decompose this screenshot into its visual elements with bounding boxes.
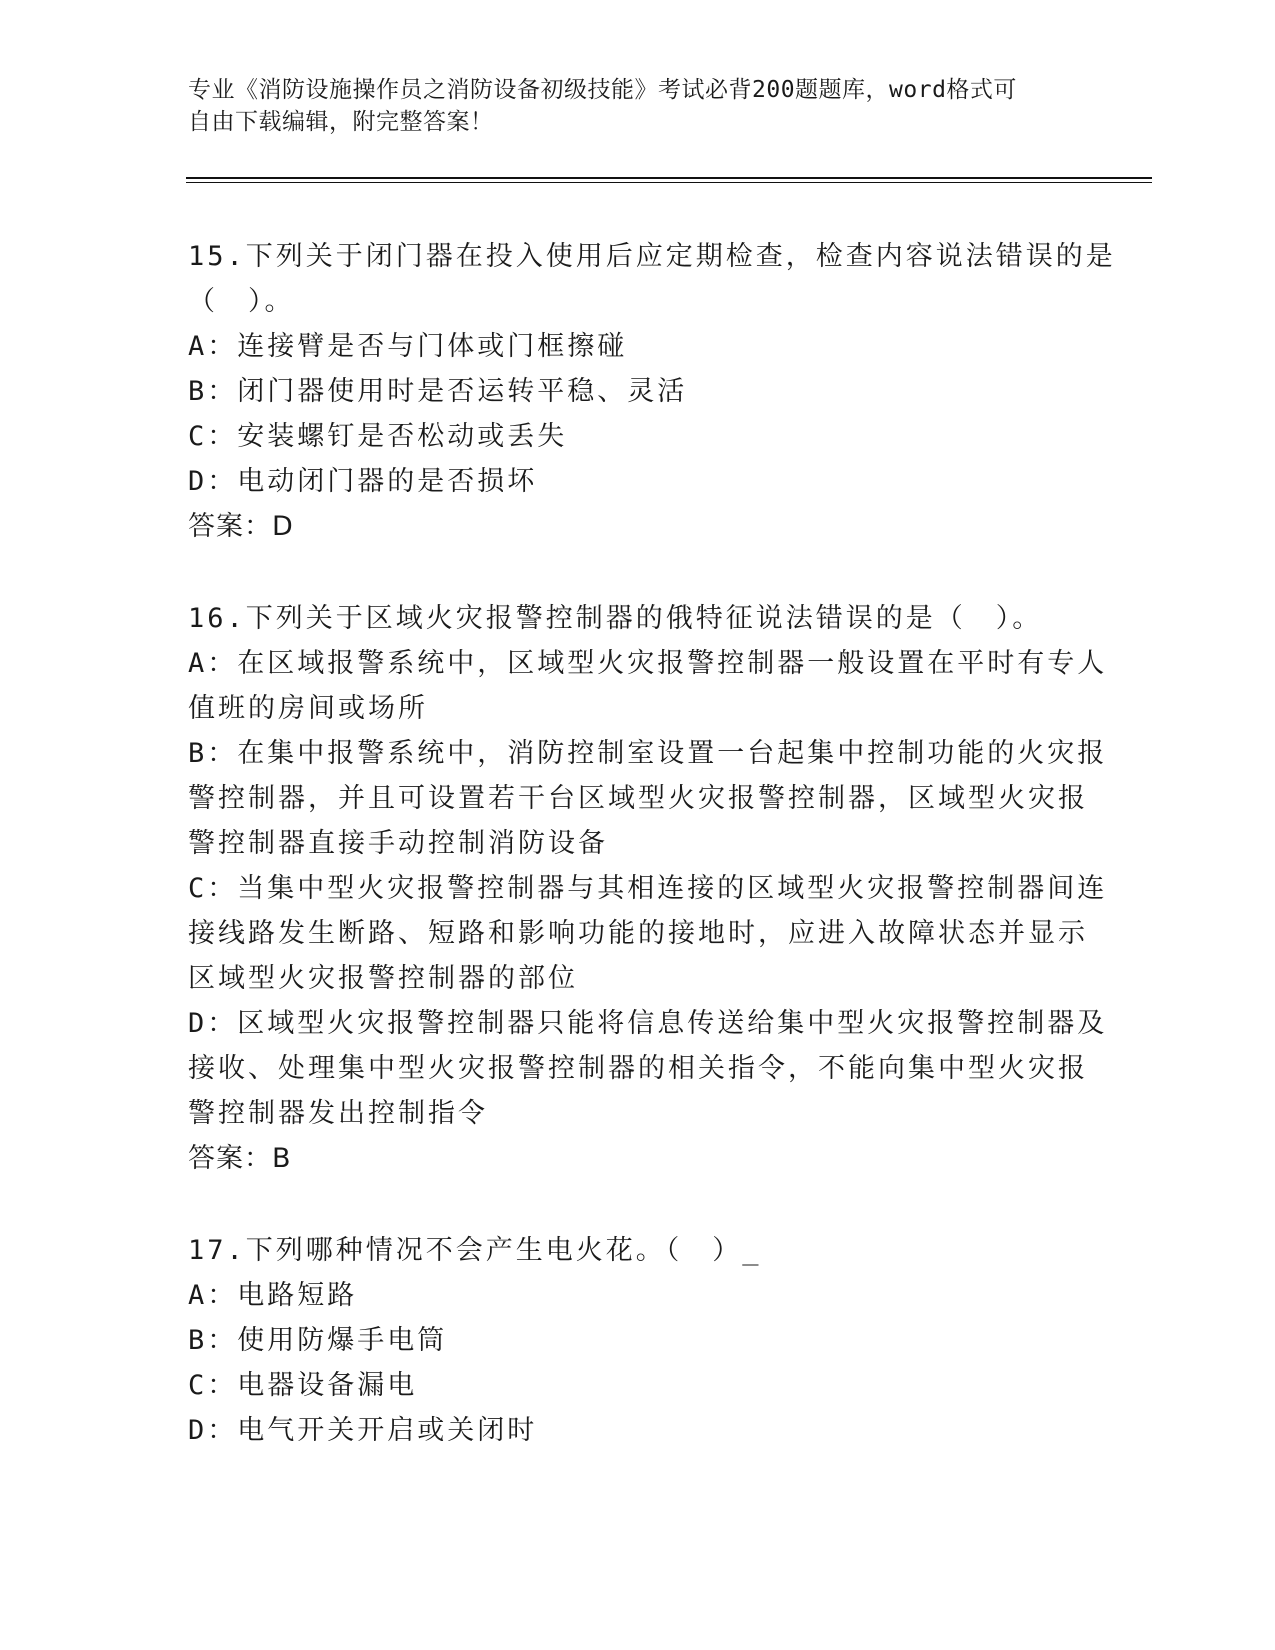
question-stem-continued: （ ）。: [188, 286, 295, 317]
option-d: D：区域型火灾报警控制器只能将信息传送给集中型火灾报警控制器及: [188, 1008, 1108, 1039]
option-c-continued: 接线路发生断路、短路和影响功能的接地时，应进入故障状态并显示: [188, 918, 1088, 949]
option-b: B：在集中报警系统中，消防控制室设置一台起集中控制功能的火灾报: [188, 738, 1108, 769]
option-c: C：当集中型火灾报警控制器与其相连接的区域型火灾报警控制器间连: [188, 873, 1108, 904]
question-15: [188, 234, 1116, 549]
question-stem: 16.下列关于区域火灾报警控制器的俄特征说法错误的是（ ）。: [188, 603, 1043, 634]
header-title-line-1: 专业《消防设施操作员之消防设备初级技能》考试必背200题题库，word格式可: [188, 77, 1017, 103]
option-d: D：电气开关开启或关闭时: [188, 1415, 538, 1446]
header-divider-thick: [186, 177, 1152, 179]
document-header: [188, 74, 1068, 138]
question-16: [188, 596, 1108, 1181]
answer-line: 答案：B: [188, 1143, 292, 1174]
option-a-continued: 值班的房间或场所: [188, 693, 428, 724]
question-stem: 15.下列关于闭门器在投入使用后应定期检查，检查内容说法错误的是: [188, 241, 1116, 272]
option-b-continued: 警控制器，并且可设置若干台区域型火灾报警控制器，区域型火灾报: [188, 783, 1088, 814]
option-d-continued: 警控制器发出控制指令: [188, 1098, 488, 1129]
question-17: [188, 1228, 1088, 1453]
option-c: C：安装螺钉是否松动或丢失: [188, 421, 568, 452]
option-b: B：闭门器使用时是否运转平稳、灵活: [188, 376, 688, 407]
option-b: B：使用防爆手电筒: [188, 1325, 448, 1356]
option-d: D：电动闭门器的是否损坏: [188, 466, 538, 497]
option-a: A：连接臂是否与门体或门框擦碰: [188, 331, 628, 362]
option-a: A：电路短路: [188, 1280, 358, 1311]
option-b-continued: 警控制器直接手动控制消防设备: [188, 828, 608, 859]
question-stem: 17.下列哪种情况不会产生电火花。（ ）_: [188, 1235, 762, 1266]
option-c-continued: 区域型火灾报警控制器的部位: [188, 963, 578, 994]
option-c: C：电器设备漏电: [188, 1370, 418, 1401]
header-title-line-2: 自由下载编辑，附完整答案！: [188, 109, 494, 135]
header-divider-thin: [186, 182, 1152, 183]
option-a: A：在区域报警系统中，区域型火灾报警控制器一般设置在平时有专人: [188, 648, 1108, 679]
answer-line: 答案：D: [188, 511, 294, 542]
option-d-continued: 接收、处理集中型火灾报警控制器的相关指令，不能向集中型火灾报: [188, 1053, 1088, 1084]
